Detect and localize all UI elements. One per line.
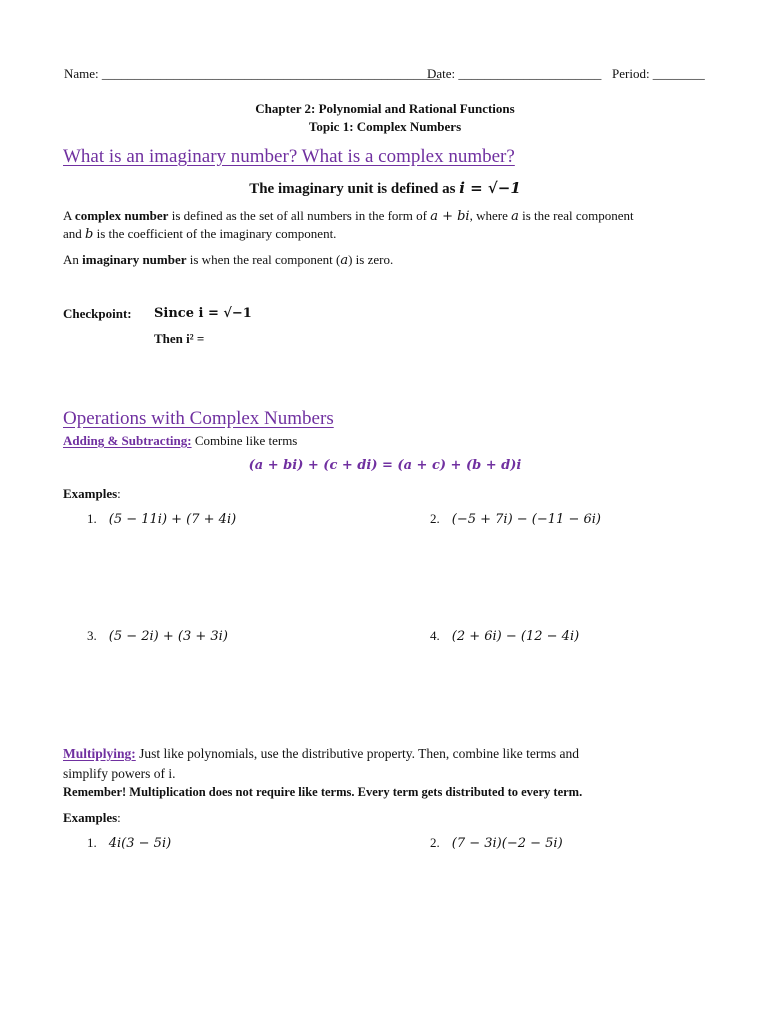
section-heading-operations: Operations with Complex Numbers [63,408,334,429]
addition-formula: (a + bi) + (c + di) = (a + c) + (b + d)i [248,458,522,473]
examples-label-text: Examples [63,486,118,501]
text: is the real component [518,208,634,223]
add-example-1 [87,510,236,529]
imaginary-definition [63,251,393,270]
complex-definition-line1 [63,207,634,226]
complex-number-term: complex number [74,208,169,223]
add-example-2 [430,510,601,529]
text: ) is zero. [348,252,394,267]
adding-subtracting-text: Combine like terms [191,433,298,448]
example-expression: (2 + 6i) − (12 − 4i) [451,629,580,644]
examples-label-1: Examples: [63,486,121,501]
text: A [63,208,75,223]
example-number: 3. [87,628,97,643]
example-number: 2. [430,511,440,526]
example-expression: (5 − 2i) + (3 + 3i) [108,629,228,644]
text: and [63,226,86,241]
example-number: 1. [87,835,97,850]
text: is the coefficient of the imaginary component. [93,226,337,241]
adding-subtracting-line [63,432,297,450]
add-example-3 [87,627,228,646]
example-number: 1. [87,511,97,526]
imaginary-unit-math: i = √−1 [459,179,521,197]
var-a: a [340,253,349,268]
text: , where [469,208,512,223]
text: is when the real component ( [186,252,341,267]
example-number: 4. [430,628,440,643]
date-field: Date: ______________________ [427,66,602,81]
complex-form: a + bi [430,209,470,224]
multiplying-line2: simplify powers of i. [63,766,176,781]
mult-example-2 [430,834,563,853]
text: An [63,252,83,267]
mult-example-1 [87,834,171,853]
imaginary-unit-text: The imaginary unit is defined as [249,181,460,197]
example-expression: 4i(3 − 5i) [108,836,172,851]
var-b: b [85,227,94,242]
examples-label-2: Examples: [63,810,121,825]
multiplying-line [63,745,579,763]
complex-definition-line2 [63,225,336,244]
example-number: 2. [430,835,440,850]
section-heading-imaginary: What is an imaginary number? What is a complex number? [63,146,515,167]
example-expression: (−5 + 7i) − (−11 − 6i) [451,512,601,527]
imaginary-number-term: imaginary number [82,252,187,267]
multiplying-text: Just like polynomials, use the distributive property. Then, combine like terms and [135,746,579,761]
adding-subtracting-label: Adding & Subtracting: [63,433,192,448]
multiplying-label: Multiplying: [63,746,136,761]
text: is defined as the set of all numbers in the form of [168,208,431,223]
examples-label-text: Examples [63,810,118,825]
var-a: a [511,209,519,224]
period-field: Period: ________ [612,66,705,81]
name-field: Name: ____________________________________________________ [64,66,440,81]
example-expression: (7 − 3i)(−2 − 5i) [451,836,563,851]
remember-note: Remember! Multiplication does not require like terms. Every term gets distributed to every term. [63,785,583,799]
checkpoint-then: Then i² = [154,331,205,346]
topic-title: Topic 1: Complex Numbers [308,119,462,134]
checkpoint-since: Since i = √−1 [154,306,252,321]
checkpoint-label: Checkpoint: [63,306,132,321]
example-expression: (5 − 11i) + (7 + 4i) [108,512,237,527]
chapter-title: Chapter 2: Polynomial and Rational Functions [255,101,515,116]
add-example-4 [430,627,579,646]
imaginary-unit-definition [0,179,770,198]
